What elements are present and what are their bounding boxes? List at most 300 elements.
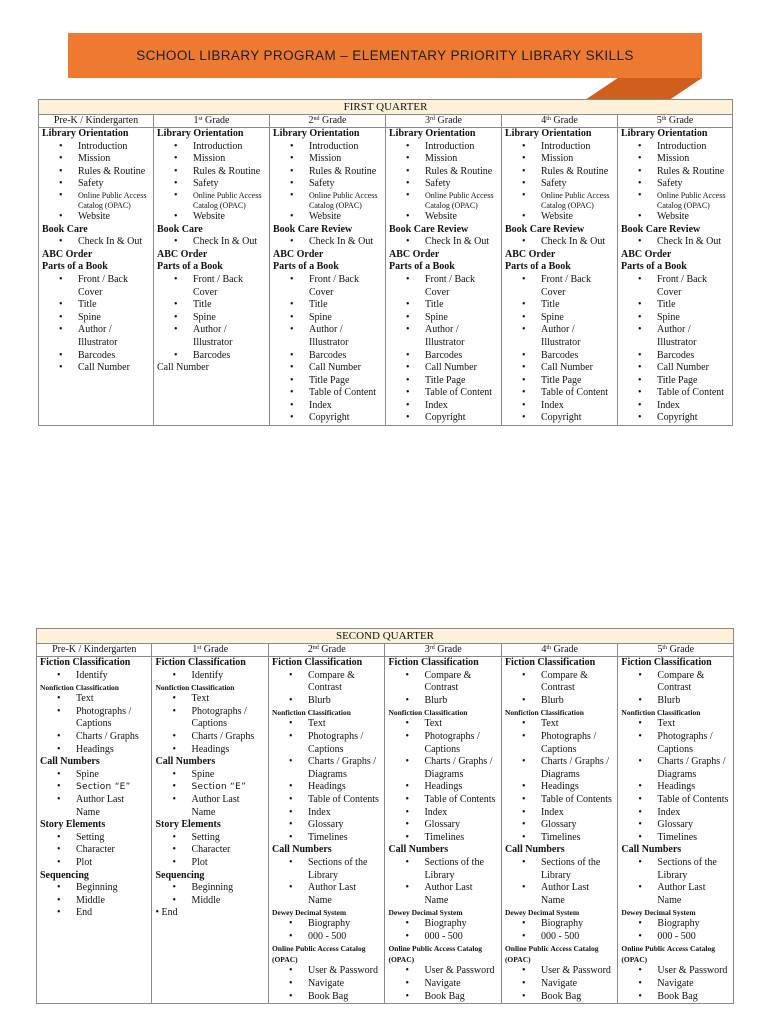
skill-heading: Book Care Review [505,223,585,235]
skill-item: • Charts / Graphs / Diagrams [272,756,381,781]
skill-item: • Author Last Name [388,882,497,907]
grade-ordinal-suffix: nd [312,645,319,651]
skill-heading: Library Orientation [42,128,129,139]
skill-item: • Compare & Contrast [272,670,381,695]
skill-item: • Index [505,400,614,413]
skill-heading: Fiction Classification [40,657,131,668]
skill-heading: ABC Order [505,248,556,260]
skill-item: • Check In & Out [389,236,498,249]
skill-item: • Copyright [505,412,614,425]
skill-item: • Text [272,718,381,731]
skill-item: • Barcodes [621,350,729,363]
skill-subheading: Nonfiction Classification [504,708,584,718]
skill-item: • Title [42,299,150,312]
grade-label: Grade [202,115,230,126]
grade-skills-cell [386,128,502,426]
skill-item: • Author Last Name [40,794,148,819]
skill-heading: Story Elements [155,819,221,831]
skills-list [618,657,733,1003]
skill-bullets [621,918,730,943]
skill-item: • Index [621,400,729,413]
skill-bullets [42,236,150,249]
grade-skills-cell [39,128,154,426]
skill-item: • Photographs / Captions [155,706,264,731]
skill-item: • Charts / Graphs [40,731,148,744]
skill-bullets [621,274,729,425]
skill-bullets [621,857,730,907]
skill-bullets [157,141,266,224]
skill-item: • Online Public Access Catalog (OPAC) [157,191,266,211]
grade-label: Grade [666,115,694,126]
skill-item: • Call Number [389,362,498,375]
skill-item: • Compare & Contrast [388,670,497,695]
skill-item: • Headings [155,744,264,757]
skill-item: • Text [388,718,497,731]
skill-bullets [155,882,264,907]
skills-list [37,657,151,920]
skill-item: • Compare & Contrast [621,670,730,695]
skill-item: • Call Number [273,362,382,375]
grade-ordinal-suffix: rd [429,645,435,651]
skill-item: • Glossary [505,819,614,832]
skill-item: • Headings [621,781,730,794]
skill-item: • Charts / Graphs / Diagrams [621,756,730,781]
skill-item: • Table of Content [273,387,382,400]
skill-bullets [389,274,498,425]
skill-item: • Character [155,844,264,857]
skill-item: • Photographs / Captions [40,706,148,731]
grade-number: 4 [541,644,547,655]
skill-item: • Rules & Routine [157,166,266,179]
grade-header [152,644,268,657]
skill-item: • Identify [155,670,264,683]
skill-item: • Online Public Access Catalog (OPAC) [505,191,614,211]
skill-item: • Navigate [621,978,730,991]
skill-heading: ABC Order [157,248,208,260]
skill-item: • Call Number [505,362,614,375]
skill-item: • Table of Contents [505,794,614,807]
grade-number: 2 [307,644,313,655]
skill-item: • Charts / Graphs / Diagrams [505,756,614,781]
skill-bullets [157,274,266,362]
skill-bullets [40,882,148,920]
skill-item: • Author / Illustrator [621,324,729,349]
skill-item: • Mission [505,153,614,166]
skill-item: • Website [505,211,614,224]
skill-bullets [40,693,148,756]
grade-ordinal-suffix: st [198,116,203,122]
skill-item: • Photographs / Captions [505,731,614,756]
skill-item: • Table of Content [389,387,498,400]
skill-item: • Character [40,844,148,857]
skills-list [618,128,732,425]
grade-header [386,115,502,128]
skill-item: • Sections of the Library [272,857,381,882]
skill-item: • Book Bag [388,991,497,1004]
skill-item: • Timelines [272,832,381,845]
skill-item: • Text [621,718,730,731]
skill-item: • Check In & Out [273,236,382,249]
skill-item: • Rules & Routine [389,166,498,179]
skill-item: • Timelines [621,832,730,845]
quarter-header-row [39,100,733,115]
skill-bullets [42,274,150,375]
grade-skills-cell [618,128,733,426]
skills-list [386,128,501,425]
skill-item: • Author / Illustrator [42,324,150,349]
grade-ordinal-suffix: th [662,645,668,651]
grade-number: 5 [657,644,663,655]
skill-bullets [155,670,264,683]
grade-header [270,115,386,128]
skill-item: • Introduction [157,141,266,154]
skill-bullets [621,141,729,224]
skill-item: • Title [621,299,729,312]
skill-bullets [388,718,497,844]
skill-item: • Table of Content [505,387,614,400]
skill-item: • 000 - 500 [272,931,381,944]
skill-item: • Sections of the Library [621,857,730,882]
skill-item: • Author Last Name [621,882,730,907]
grade-header [268,644,384,657]
skill-item: • Spine [157,312,266,325]
skill-heading: Library Orientation [273,128,360,139]
quarter-title: FIRST QUARTER [39,100,733,115]
skill-item: • Index [505,807,614,820]
skill-item: • Website [621,211,729,224]
skill-subheading: Online Public Access Catalog (OPAC) [271,944,366,965]
skill-bullets [155,832,264,870]
skill-item: • Title [389,299,498,312]
skill-item: • Introduction [621,141,729,154]
skill-item: • Mission [621,153,729,166]
skill-heading: Sequencing [40,869,89,881]
skill-item: • Front / Back Cover [157,274,266,299]
grade-header [39,115,154,128]
skill-bullets [505,274,614,425]
quarter-title: SECOND QUARTER [37,629,734,644]
skill-item: • Introduction [505,141,614,154]
banner-accent [585,78,702,100]
skill-item: • Photographs / Captions [388,731,497,756]
grade-header [154,115,270,128]
skill-item: • Introduction [42,141,150,154]
skill-heading: Library Orientation [621,128,708,139]
banner [68,33,702,78]
grade-ordinal-suffix: nd [313,116,320,122]
grade-label: Grade [435,115,462,126]
skill-bullets [388,670,497,708]
skill-heading: Book Care Review [389,223,469,235]
grade-label: Grade [550,115,578,126]
skill-heading: Fiction Classification [271,657,363,668]
skill-item: • Spine [621,312,729,325]
grade-ordinal-suffix: th [546,645,552,651]
skill-item: • Safety [42,178,150,191]
grade-number: 2 [308,115,314,126]
skill-bullets [505,670,614,708]
skill-item: • Front / Back Cover [42,274,150,299]
skill-item: • Author Last Name [155,794,264,819]
skill-subheading: Dewey Decimal System [271,908,347,918]
skill-item: • Author / Illustrator [273,324,382,349]
skill-subheading: Online Public Access Catalog (OPAC) [621,944,715,965]
skill-item: • Plot [155,857,264,870]
skill-item: • End [40,907,148,920]
skill-item: • Title Page [273,375,382,388]
skill-heading: ABC Order [389,248,440,260]
grade-number: Pre-K / Kindergarten [52,644,137,655]
skill-bullets [42,141,150,224]
skill-subheading: Nonfiction Classification [621,708,701,718]
skill-subheading: Online Public Access Catalog (OPAC) [388,944,482,965]
skill-subheading: Nonfiction Classification [271,708,351,718]
skill-item: • Copyright [389,412,498,425]
skill-item: • Online Public Access Catalog (OPAC) [42,191,150,211]
skill-item: • Title [505,299,614,312]
grade-skills-cell [37,657,152,1004]
skill-bullets [272,857,381,907]
skill-item: • Check In & Out [42,236,150,249]
skill-item: • Middle [40,895,148,908]
skill-item: • Check In & Out [505,236,614,249]
skill-heading: Fiction Classification [621,657,712,668]
skill-heading: Parts of a Book [157,261,223,273]
skill-item: • Setting [155,832,264,845]
skill-item: • Mission [273,153,382,166]
skill-item: • Title Page [621,375,729,388]
skill-bullets [273,274,382,425]
skill-item: • Check In & Out [157,236,266,249]
skill-item: • Blurb [272,695,381,708]
skill-heading: Parts of a Book [42,261,108,273]
skill-item: • Rules & Routine [621,166,729,179]
grade-skills-cell [501,657,617,1004]
skill-heading: Call Numbers [40,756,100,768]
skill-item: • Spine [40,769,148,782]
skill-item: • Index [388,807,497,820]
grade-label: Grade [667,644,695,655]
skill-item-text: Section “E” [76,782,131,793]
skill-subheading: Nonfiction Classification [40,683,119,693]
grade-skills-cell [502,128,618,426]
skill-item: • Front / Back Cover [389,274,498,299]
skill-heading: Parts of a Book [273,261,339,273]
skill-subheading: Online Public Access Catalog (OPAC) [504,944,599,965]
skills-list [39,128,153,375]
skill-item: • Index [389,400,498,413]
grade-header [618,644,734,657]
skill-item: • Title [273,299,382,312]
skill-item: • Spine [273,312,382,325]
grade-number: 3 [424,644,430,655]
skill-subheading: Dewey Decimal System [504,908,580,918]
skill-item: • User & Password [621,965,730,978]
skill-item: • Glossary [388,819,497,832]
skill-item: • 000 - 500 [388,931,497,944]
skill-item: • Mission [389,153,498,166]
skill-item: • Beginning [155,882,264,895]
skill-item: • Rules & Routine [505,166,614,179]
skill-item: • Rules & Routine [42,166,150,179]
skill-bullets [505,236,614,249]
skill-bullets [621,670,730,708]
skill-item: • Glossary [621,819,730,832]
grade-ordinal-suffix: th [546,116,551,122]
skill-bullets [388,857,497,907]
grade-header-row [37,644,734,657]
skill-item: • Index [273,400,382,413]
skill-bullets [505,141,614,224]
skill-item: • Barcodes [389,350,498,363]
skill-subheading: Nonfiction Classification [155,683,235,693]
skill-heading: ABC Order [42,248,93,260]
skill-bullets [272,718,381,844]
grade-number: 1 [193,115,199,126]
skill-item: • Introduction [389,141,498,154]
skills-list [270,128,385,425]
second-quarter-table [36,628,734,1004]
skills-row [39,128,733,426]
skill-item: • User & Password [505,965,614,978]
skill-item: • Barcodes [42,350,150,363]
skill-item: • Front / Back Cover [273,274,382,299]
grade-skills-cell [268,657,384,1004]
skill-item: • Identify [40,670,148,683]
skill-item: • Author Last Name [272,882,381,907]
skill-item: • Beginning [40,882,148,895]
skill-bullets [155,693,264,756]
skill-item: • Author / Illustrator [157,324,266,349]
skill-item: • Index [621,807,730,820]
skill-bullets [40,670,148,683]
skill-item: • Barcodes [273,350,382,363]
grade-skills-cell [270,128,386,426]
skill-item: • Safety [505,178,614,191]
skill-item: • Mission [157,153,266,166]
skill-item: • Safety [157,178,266,191]
skill-bullets [273,236,382,249]
skill-item: • Check In & Out [621,236,729,249]
skill-item: • Sections of the Library [505,857,614,882]
grade-skills-cell [385,657,501,1004]
skill-item: • Headings [272,781,381,794]
skill-item: • Biography [388,918,497,931]
skill-heading: Book Care [157,223,203,235]
skill-item: • Index [272,807,381,820]
skill-item: • Text [155,693,264,706]
skill-bullets [155,769,264,819]
skill-heading: Parts of a Book [505,261,571,273]
grade-label: Grade [318,644,346,655]
skill-bullets [157,236,266,249]
skill-item: • Introduction [273,141,382,154]
grade-skills-cell [154,128,270,426]
skills-list [502,128,617,425]
skill-item: • Biography [621,918,730,931]
skill-item: • Safety [621,178,729,191]
skill-text: • End [155,907,178,919]
skill-heading: Book Care Review [273,223,353,235]
skill-item: • Spine [389,312,498,325]
skill-bullets [505,965,614,1003]
skill-item-text: Section “E” [191,782,247,793]
skill-item: • Glossary [272,819,381,832]
skill-item [155,781,264,794]
skill-item: • Compare & Contrast [505,670,614,695]
skill-item: • Barcodes [157,350,266,363]
skill-item: • 000 - 500 [505,931,614,944]
grade-ordinal-suffix: rd [430,116,436,122]
skill-item: • Front / Back Cover [505,274,614,299]
skill-item: • Call Number [42,362,150,375]
skill-heading: Call Numbers [155,756,216,768]
skill-item: • Timelines [388,832,497,845]
grade-number: 5 [656,115,662,126]
skill-bullets [389,141,498,224]
skill-item: • Front / Back Cover [621,274,729,299]
skill-item: • Copyright [273,412,382,425]
skill-item: • Title [157,299,266,312]
skill-bullets [388,965,497,1003]
skill-item: • Photographs / Captions [621,731,730,756]
skills-row [37,657,734,1004]
grade-ordinal-suffix: st [197,645,202,651]
skill-bullets [621,965,730,1003]
skill-item: • Table of Content [621,387,729,400]
skill-bullets [40,832,148,870]
skill-item: • Barcodes [505,350,614,363]
skill-item: • Book Bag [272,991,381,1004]
grade-label: Grade [434,644,462,655]
skill-item: • Copyright [621,412,729,425]
skill-heading: Library Orientation [389,128,476,139]
skill-bullets [273,141,382,224]
skill-item: • Text [40,693,148,706]
grade-header [501,644,617,657]
grade-skills-cell [618,657,734,1004]
skill-item: • Online Public Access Catalog (OPAC) [389,191,498,211]
grade-label: Grade [201,644,229,655]
skill-item: • Photographs / Captions [272,731,381,756]
skill-heading: Library Orientation [157,128,244,139]
skill-subheading: Dewey Decimal System [388,908,463,918]
grade-number: Pre-K / Kindergarten [53,115,139,126]
skills-list [385,657,500,1003]
skill-item: • Timelines [505,832,614,845]
skill-item: • Plot [40,857,148,870]
skill-bullets [505,857,614,907]
skill-bullets [621,236,729,249]
skill-item: • Navigate [505,978,614,991]
skill-item: • Title Page [389,375,498,388]
skill-item: • Biography [272,918,381,931]
skill-item: • Text [505,718,614,731]
skill-text: Call Number [157,362,209,374]
skill-item: • Biography [505,918,614,931]
grade-header [502,115,618,128]
skill-item: • User & Password [272,965,381,978]
skill-bullets [272,965,381,1003]
skill-item: • Blurb [621,695,730,708]
skill-heading: Parts of a Book [621,261,687,273]
skill-bullets [272,918,381,943]
skill-heading: Fiction Classification [504,657,596,668]
grade-header [618,115,733,128]
skill-item: • Blurb [388,695,497,708]
skill-item: • Navigate [272,978,381,991]
skill-heading: Call Numbers [504,844,565,856]
